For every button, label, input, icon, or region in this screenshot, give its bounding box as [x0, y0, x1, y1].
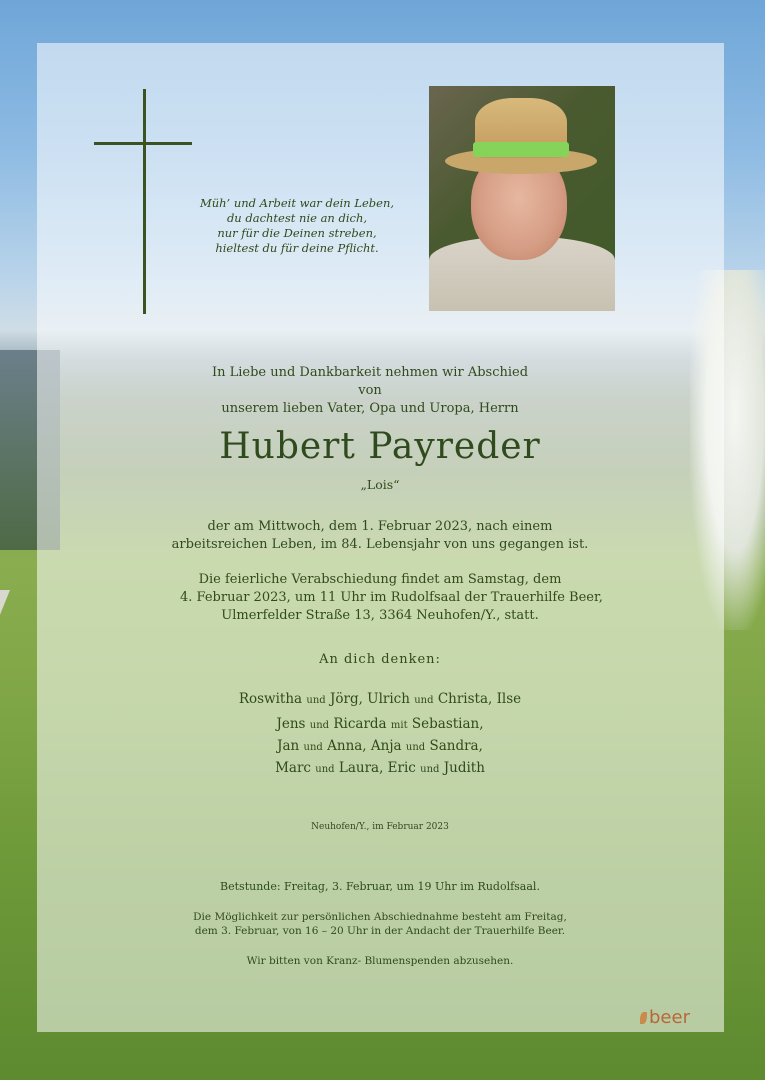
family-name: Marc	[275, 760, 311, 776]
cross-icon-bar	[94, 142, 192, 145]
beer-logo	[640, 1007, 720, 1029]
poem	[186, 196, 408, 256]
family-name: Laura, Eric	[338, 760, 416, 776]
family-name: Christa, Ilse	[437, 691, 522, 707]
deceased-name: Hubert Payreder	[219, 426, 541, 467]
family-line	[200, 714, 560, 736]
remember-heading: An dich denken:	[319, 652, 441, 667]
death-notice-line: der am Mittwoch, dem 1. Februar 2023, nach einem	[207, 519, 553, 534]
flowers-note: Wir bitten von Kranz- Blumenspenden abzusehen.	[246, 955, 514, 967]
ceremony-line: Ulmerfelder Straße 13, 3364 Neuhofen/Y., statt.	[221, 608, 539, 623]
family-name: Jörg, Ulrich	[329, 691, 410, 707]
family-conj: mit	[390, 720, 408, 731]
logo-text: beer	[649, 1007, 690, 1028]
portrait-photo	[429, 86, 615, 311]
prayer-info: Betstunde: Freitag, 3. Februar, um 19 Uhr im Rudolfsaal.	[220, 880, 540, 893]
death-notice	[160, 518, 600, 554]
family-conj: und	[405, 742, 426, 753]
family-conj: und	[306, 695, 326, 706]
farewell-line: Die Möglichkeit zur persönlichen Abschiednahme besteht am Freitag,	[193, 911, 567, 923]
poem-line: hieltest du für deine Pflicht.	[215, 241, 379, 255]
farewell-info	[150, 910, 610, 938]
intro-line: In Liebe und Dankbarkeit nehmen wir Abschied von	[211, 365, 529, 398]
family-line	[200, 736, 560, 758]
poem-line: Müh’ und Arbeit war dein Leben,	[199, 196, 395, 210]
family-name: Judith	[443, 760, 485, 776]
family-name: Ricarda	[333, 716, 387, 732]
ceremony-info	[180, 571, 603, 625]
family-name: Jan	[277, 738, 300, 754]
portrait-hat-band	[473, 142, 569, 157]
deceased-nickname: „Lois“	[360, 477, 400, 492]
family-children	[180, 689, 580, 711]
family-line	[200, 758, 560, 780]
family-name: Sebastian,	[411, 716, 484, 732]
family-grandchildren	[200, 714, 560, 780]
family-conj: und	[414, 695, 434, 706]
family-name: Sandra,	[429, 738, 483, 754]
ceremony-line: 4. Februar 2023, um 11 Uhr im Rudolfsaal der Trauerhilfe Beer,	[180, 590, 603, 605]
family-name: Roswitha	[238, 691, 303, 707]
family-conj: und	[309, 720, 330, 731]
poem-line: du dachtest nie an dich,	[226, 211, 368, 225]
intro-text	[200, 364, 540, 418]
ceremony-line: Die feierliche Verabschiedung findet am Samstag, dem	[198, 572, 562, 587]
death-notice-line: arbeitsreichen Leben, im 84. Lebensjahr von uns gegangen ist.	[171, 537, 589, 552]
family-conj: und	[420, 764, 440, 775]
farewell-line: dem 3. Februar, von 16 – 20 Uhr in der Andacht der Trauerhilfe Beer.	[194, 925, 566, 937]
cross-icon	[143, 89, 146, 314]
place-date: Neuhofen/Y., im Februar 2023	[311, 822, 449, 832]
leaf-icon	[640, 1012, 647, 1024]
poem-line: nur für die Deinen streben,	[217, 226, 377, 240]
family-name: Anna, Anja	[327, 738, 402, 754]
family-name: Jens	[276, 716, 306, 732]
family-conj: und	[315, 764, 335, 775]
intro-line: unserem lieben Vater, Opa und Uropa, Herrn	[221, 401, 519, 416]
family-conj: und	[303, 742, 323, 753]
family-line	[180, 689, 580, 711]
